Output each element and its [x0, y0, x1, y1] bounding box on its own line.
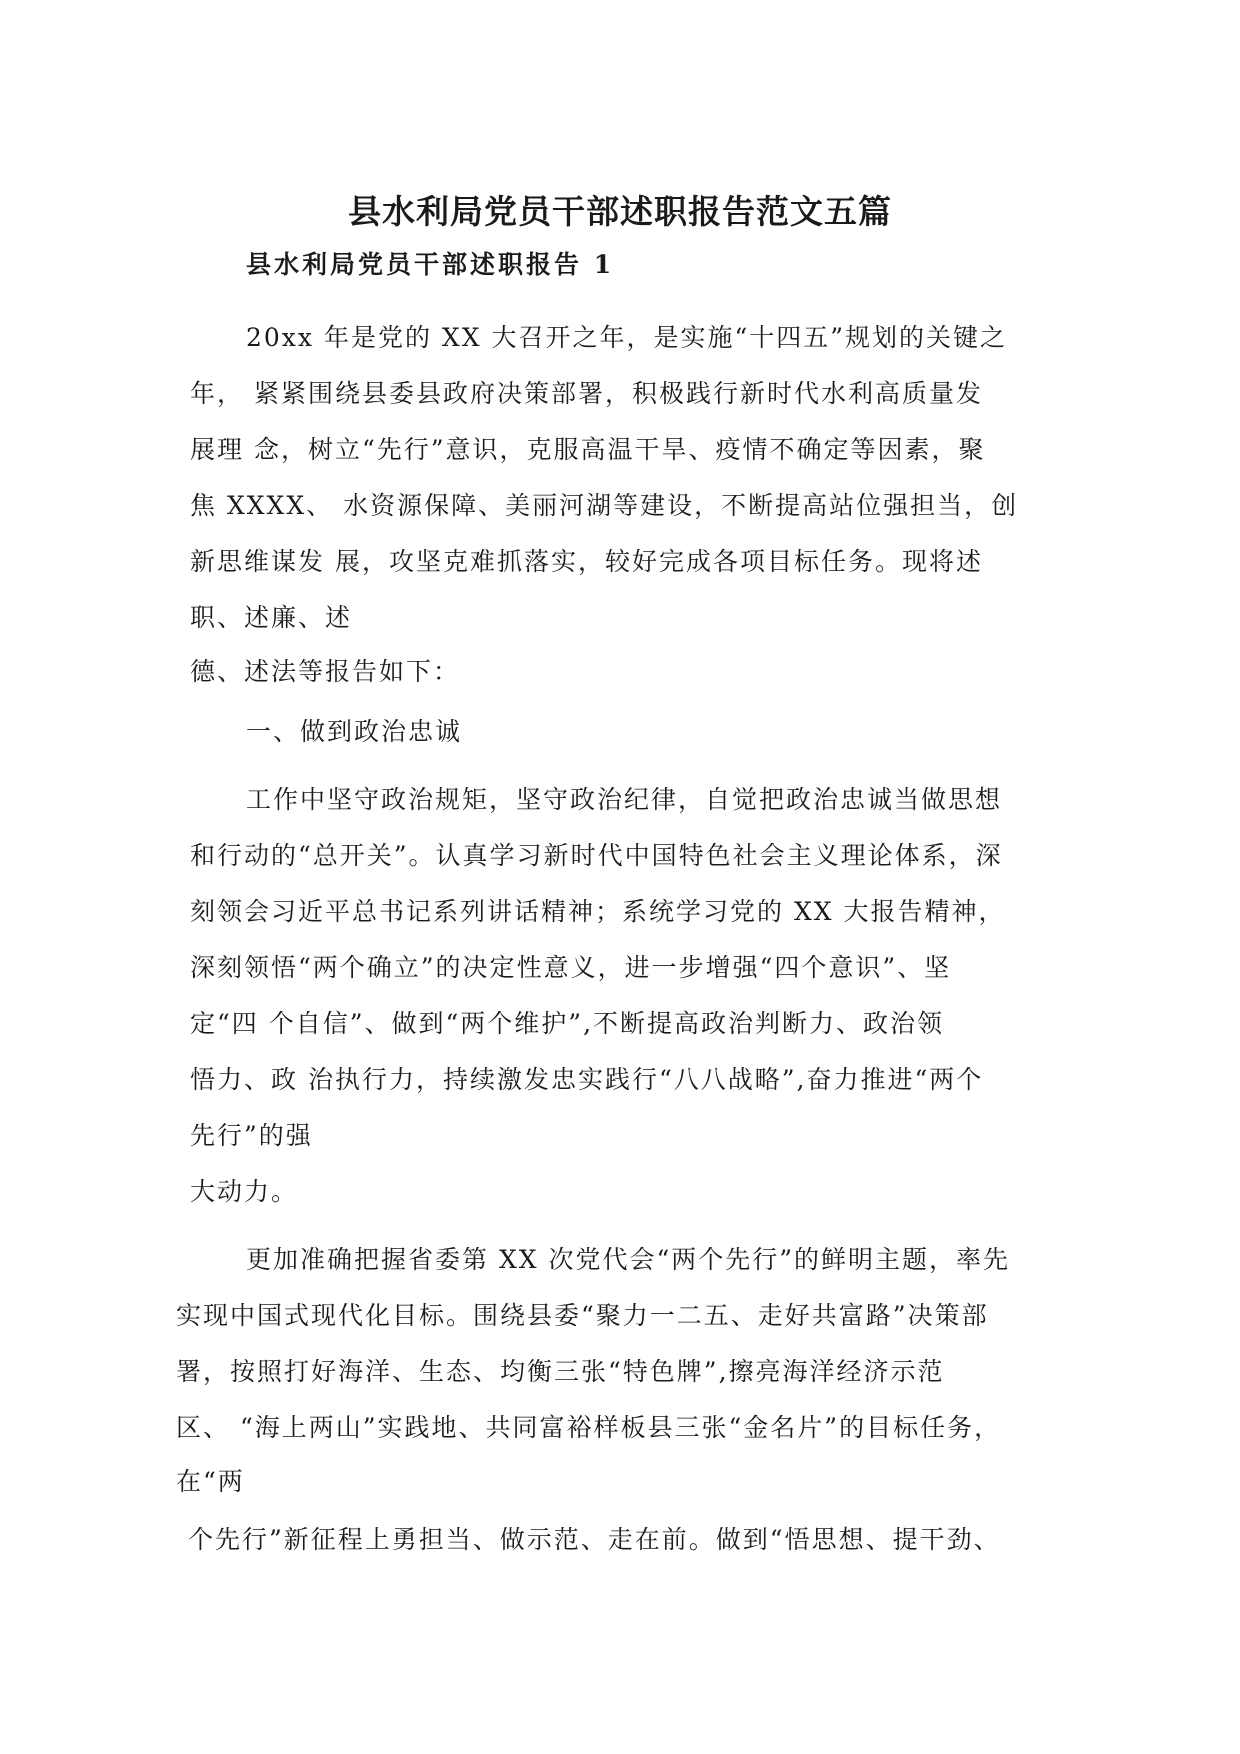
paragraph-line: 德、述法等报告如下：	[190, 657, 461, 686]
section-title: 一、做到政治忠诚	[246, 717, 463, 746]
paragraph-line: 悟力、政 治执行力，持续激发忠实践行“八八战略”,奋力推进“两个	[190, 1065, 984, 1094]
paragraph-line: 个先行”新征程上勇担当、做示范、走在前。做到“悟思想、提干劲、	[188, 1525, 1001, 1554]
paragraph-line: 年， 紧紧围绕县委县政府决策部署，积极践行新时代水利高质量发	[190, 379, 983, 408]
paragraph-line: 实现中国式现代化目标。围绕县委“聚力一二五、走好共富路”决策部	[176, 1301, 989, 1330]
paragraph-line: 大动力。	[190, 1177, 299, 1206]
document-title: 县水利局党员干部述职报告范文五篇	[348, 192, 892, 231]
paragraph-line: 20xx 年是党的 XX 大召开之年，是实施“十四五”规划的关键之	[246, 323, 1008, 352]
paragraph-line: 刻领会习近平总书记系列讲话精神；系统学习党的 XX 大报告精神，	[190, 897, 1006, 926]
paragraph-line: 深刻领悟“两个确立”的决定性意义，进一步增强“四个意识”、坚	[190, 953, 952, 982]
paragraph-line: 展理 念，树立“先行”意识，克服高温干旱、疫情不确定等因素，聚	[190, 435, 986, 464]
paragraph-line: 职、述廉、述	[190, 603, 353, 632]
paragraph-line: 工作中坚守政治规矩，坚守政治纪律，自觉把政治忠诚当做思想	[246, 785, 1003, 814]
paragraph-line: 先行”的强	[190, 1121, 313, 1150]
paragraph-line: 署，按照打好海洋、生态、均衡三张“特色牌”,擦亮海洋经济示范	[176, 1357, 945, 1386]
paragraph-line: 定“四 个自信”、做到“两个维护”,不断提高政治判断力、政治领	[190, 1009, 945, 1038]
paragraph-line: 在“两	[176, 1467, 245, 1496]
paragraph-line: 新思维谋发 展，攻坚克难抓落实，较好完成各项目标任务。现将述	[190, 547, 983, 576]
paragraph-line: 和行动的“总开关”。认真学习新时代中国特色社会主义理论体系，深	[190, 841, 1003, 870]
paragraph-line: 区、 “海上两山”实践地、共同富裕样板县三张“金名片”的目标任务，	[176, 1413, 1002, 1442]
paragraph-line: 焦 XXXX、 水资源保障、美丽河湖等建设，不断提高站位强担当，创	[190, 491, 1019, 520]
paragraph-line: 更加准确把握省委第 XX 次党代会“两个先行”的鲜明主题，率先	[246, 1245, 1011, 1274]
section-heading: 县水利局党员干部述职报告 1	[246, 250, 615, 279]
